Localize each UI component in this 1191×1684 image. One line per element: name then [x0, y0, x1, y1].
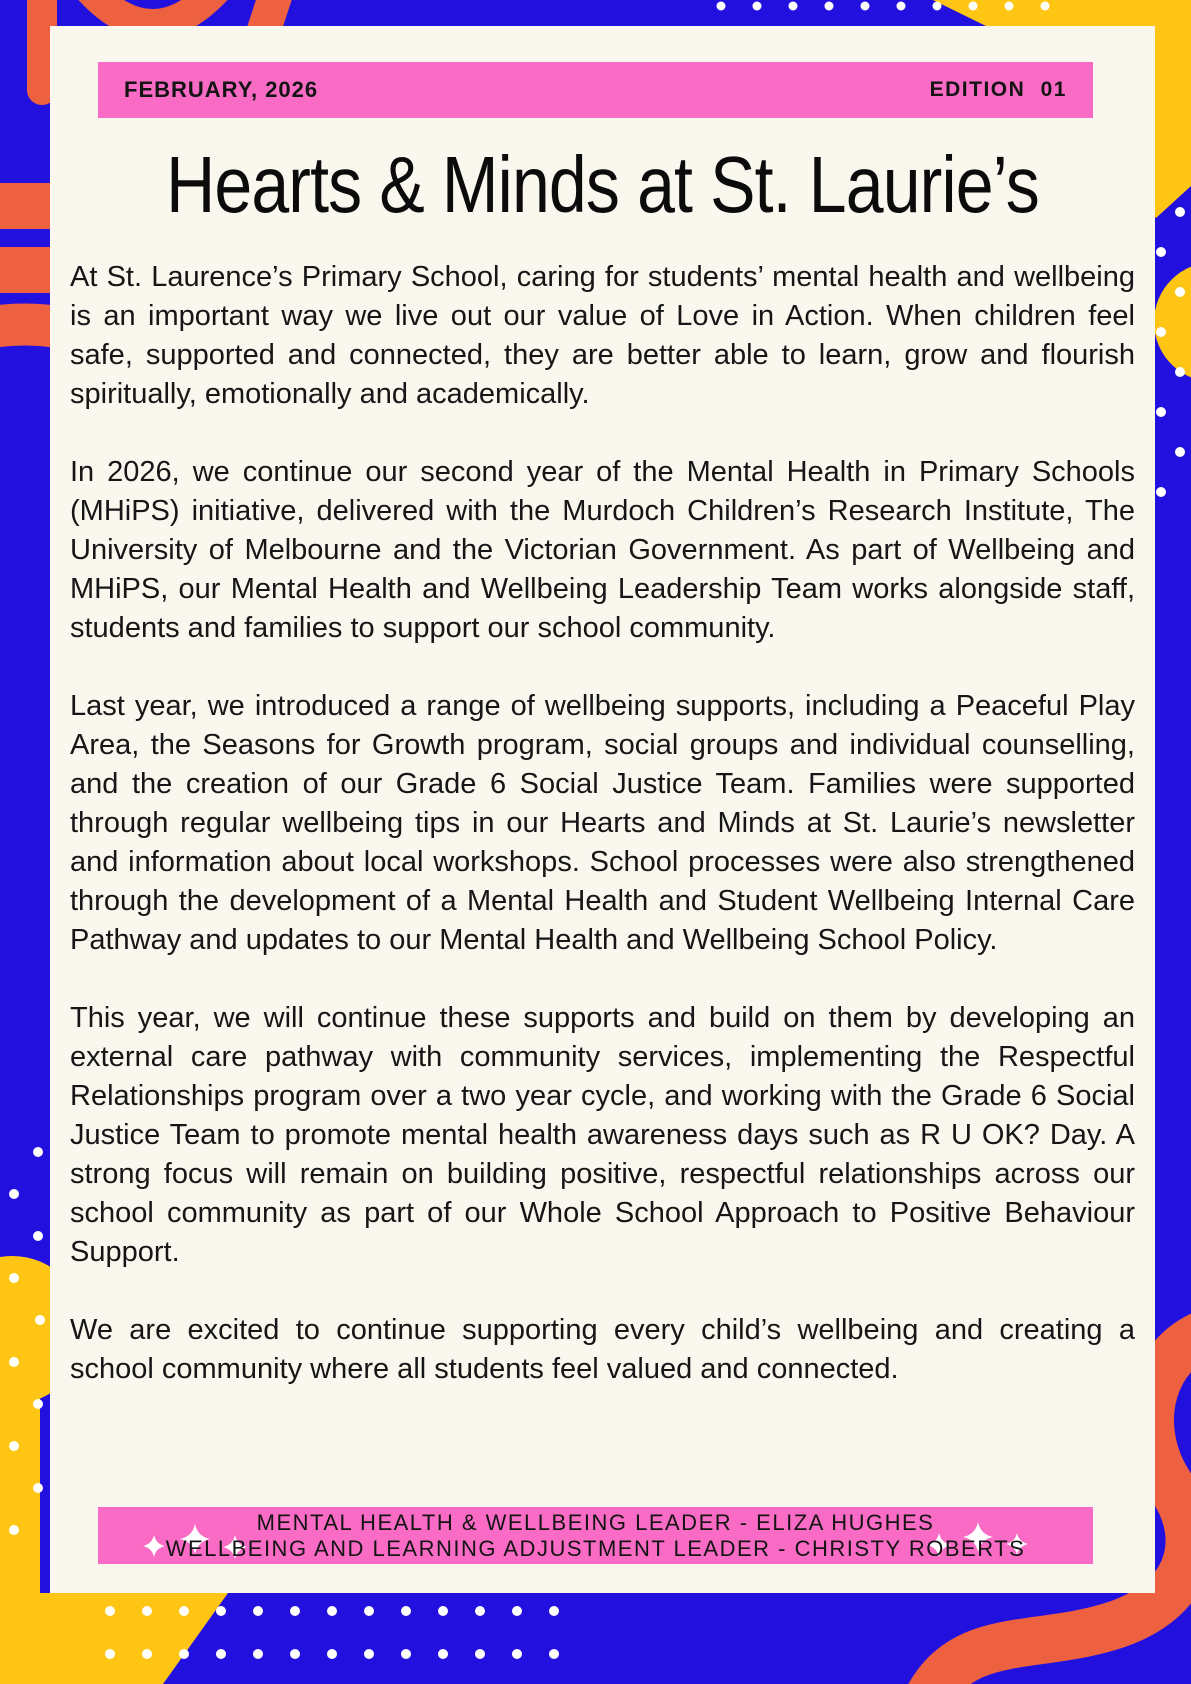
article-paragraph: At St. Laurence’s Primary School, caring for students’ mental health and wellbeing is an important way we live out our value of Love in Action. When children feel safe, supported and connected, they are better able to learn, grow and flourish spiritually, emotionally and academically.	[70, 261, 1135, 411]
issue-date-label: FEBRUARY, 2026	[124, 77, 319, 102]
leaders-banner	[98, 1507, 1093, 1564]
edition-label: EDITION 01	[929, 78, 1067, 101]
leader-line-2: WELLBEING AND LEARNING ADJUSTMENT LEADER - CHRISTY ROBERTS	[165, 1535, 1026, 1561]
page-title: Hearts & Minds at St. Laurie’s	[166, 140, 1039, 229]
newsletter-card	[50, 26, 1155, 1593]
article-paragraph: In 2026, we continue our second year of the Mental Health in Primary Schools (MHiPS) initiative, delivered with the Murdoch Children’s Research Institute, The University of Melbourne and the Victorian Government. As part of Wellbeing and MHiPS, our Mental Health and Wellbeing Leadership Team works alongside staff, students and families to support our school community.	[70, 456, 1135, 645]
article-paragraph: Last year, we introduced a range of wellbeing supports, including a Peaceful Play Area, the Seasons for Growth program, social groups and individual counselling, and the creation of our Grade 6 Social Justice Team. Families were supported through regular wellbeing tips in our Hearts and Minds at St. Laurie’s newsletter and information about local workshops. School processes were also strengthened through the development of a Mental Health and Student Wellbeing Internal Care Pathway and updates to our Mental Health and Wellbeing School Policy.	[70, 690, 1135, 957]
article-paragraph: This year, we will continue these supports and build on them by developing an external care pathway with community services, implementing the Respectful Relationships program over a two year cycle, and working with the Grade 6 Social Justice Team to promote mental health awareness days such as R U OK? Day. A strong focus will remain on building positive, respectful relationships across our school community as part of our Whole School Approach to Positive Behaviour Support.	[70, 1002, 1135, 1269]
article-body	[70, 258, 1135, 1389]
masthead-bar	[98, 62, 1093, 118]
article-paragraph: We are excited to continue supporting every child’s wellbeing and creating a school community where all students feel valued and connected.	[70, 1314, 1135, 1386]
leader-line-1: MENTAL HEALTH & WELLBEING LEADER - ELIZA HUGHES	[256, 1509, 935, 1535]
